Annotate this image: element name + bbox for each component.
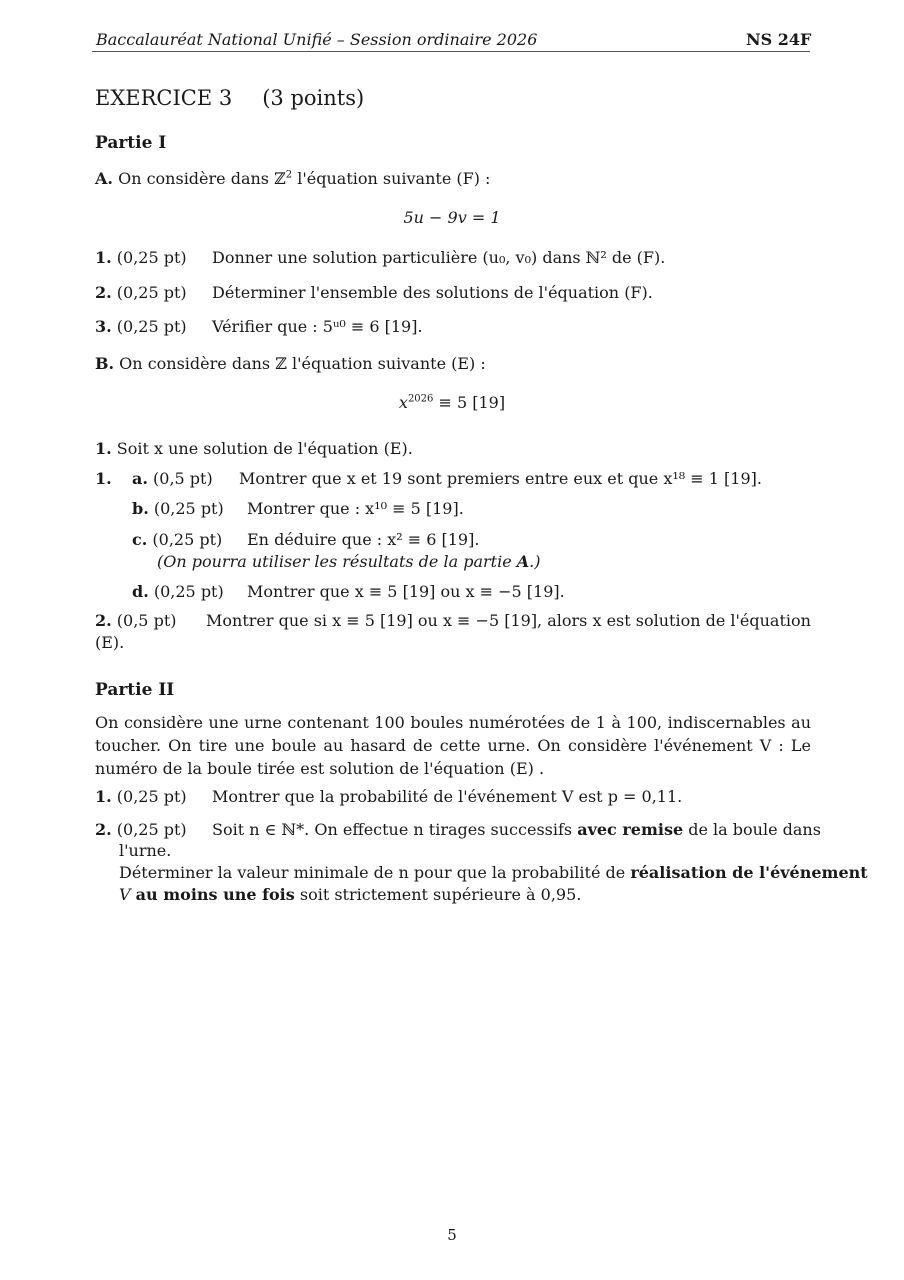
sub-pts: (0,25 pt) bbox=[152, 530, 223, 549]
q2-text-1: Soit n ∈ ℕ*. On effectue n tirages successifs bbox=[212, 820, 578, 839]
item-num: 2. bbox=[95, 283, 112, 302]
B-2-text-2: (E). bbox=[95, 633, 125, 652]
B-2-text-1: Montrer que si x ≡ 5 [19] ou x ≡ −5 [19], alors x est solution de l'équation bbox=[206, 611, 811, 630]
q2-line4-bold: au moins une fois bbox=[135, 885, 295, 904]
header-code: NS 24F bbox=[746, 30, 812, 49]
partie-2-title: Partie II bbox=[95, 680, 175, 700]
B-1-intro bbox=[95, 439, 413, 458]
B-2-num: 2. bbox=[95, 611, 112, 630]
sub-item-a-text: Montrer que x et 19 sont premiers entre eux et que x¹⁸ ≡ 1 [19]. bbox=[239, 469, 762, 488]
B-1-text: Soit x une solution de l'équation (E). bbox=[111, 439, 413, 458]
note-2: .) bbox=[529, 552, 541, 571]
sub-item-d-text: Montrer que x ≡ 5 [19] ou x ≡ −5 [19]. bbox=[247, 582, 565, 601]
exercise-label: EXERCICE 3 bbox=[95, 86, 233, 110]
q2-line4-var: V bbox=[119, 885, 136, 904]
B-2-pts: (0,5 pt) bbox=[116, 611, 177, 630]
sub-letter: a. bbox=[132, 469, 148, 488]
item-num: 1. bbox=[95, 248, 112, 267]
header-rule bbox=[92, 51, 810, 52]
partie-1-A-intro bbox=[95, 169, 490, 188]
sub-pts: (0,25 pt) bbox=[153, 499, 224, 518]
sub-item-c-text: En déduire que : x² ≡ 6 [19]. bbox=[247, 530, 480, 549]
q2-line-1 bbox=[212, 820, 821, 839]
note-bold: A bbox=[516, 552, 530, 571]
list-item-A3 bbox=[95, 317, 187, 336]
sub-letter: d. bbox=[132, 582, 149, 601]
sub-letter: c. bbox=[132, 530, 148, 549]
A-label: A. bbox=[95, 169, 113, 188]
item-text-A3: Vérifier que : 5ᵘ⁰ ≡ 6 [19]. bbox=[212, 317, 423, 336]
sub-item-b-text: Montrer que : x¹⁰ ≡ 5 [19]. bbox=[247, 499, 464, 518]
exercise-points: (3 points) bbox=[262, 86, 365, 110]
equation-E-exp: 2026 bbox=[407, 393, 434, 405]
B-2-item bbox=[95, 611, 176, 630]
q2-pts: (0,25 pt) bbox=[116, 820, 187, 839]
partie-1-B-intro bbox=[95, 354, 486, 373]
note-1: (On pourra utiliser les résultats de la partie bbox=[157, 552, 517, 571]
partie-2-intro: On considère une urne contenant 100 boules numérotées de 1 à 100, indiscernables au toucher. On tire une boule au hasard de cette urne. On considère l'événement V : Le numéro de la boule tirée est solution de l'équation (E) . bbox=[95, 713, 811, 778]
page-number: 5 bbox=[447, 1226, 457, 1244]
q2-line3-text: Déterminer la valeur minimale de n pour que la probabilité de bbox=[119, 863, 631, 882]
B-1b-num: 1. bbox=[95, 469, 112, 488]
exercise-title bbox=[95, 86, 364, 110]
item-num: 3. bbox=[95, 317, 112, 336]
sub-item-b bbox=[132, 499, 224, 518]
q2-text-2: de la boule dans bbox=[683, 820, 821, 839]
sub-pts: (0,5 pt) bbox=[153, 469, 213, 488]
sub-pts: (0,25 pt) bbox=[153, 582, 224, 601]
B-1-num: 1. bbox=[95, 439, 112, 458]
q1-num: 1. bbox=[95, 787, 112, 806]
q2-line3-bold: réalisation de l'événement bbox=[630, 863, 868, 882]
A-intro-exp: 2 bbox=[285, 169, 293, 181]
equation-E-base: x bbox=[398, 393, 408, 412]
item-text-A1: Donner une solution particulière (u₀, v₀) dans ℕ² de (F). bbox=[212, 248, 666, 267]
sub-item-a bbox=[132, 469, 213, 488]
item-text-A2: Déterminer l'ensemble des solutions de l'équation (F). bbox=[212, 283, 653, 302]
q2-line-4 bbox=[119, 885, 581, 904]
A-intro-1: On considère dans ℤ bbox=[112, 169, 286, 188]
q2-line-3 bbox=[119, 863, 868, 882]
list-item-A2 bbox=[95, 283, 187, 302]
header-title: Baccalauréat National Unifié – Session ordinaire 2026 bbox=[96, 30, 538, 49]
q2-line4-text: soit strictement supérieure à 0,95. bbox=[294, 885, 582, 904]
q2-bold-1: avec remise bbox=[577, 820, 684, 839]
partie-1-title: Partie I bbox=[95, 133, 167, 153]
sub-item-d bbox=[132, 582, 224, 601]
equation-E bbox=[0, 393, 904, 412]
list-item-A1 bbox=[95, 248, 187, 267]
item-pts: (0,25 pt) bbox=[116, 317, 187, 336]
q1-text: Montrer que la probabilité de l'événement V est p = 0,11. bbox=[212, 787, 683, 806]
equation-E-rest: ≡ 5 [19] bbox=[433, 393, 506, 412]
A-intro-2: l'équation suivante (F) : bbox=[292, 169, 491, 188]
q1-pts: (0,25 pt) bbox=[116, 787, 187, 806]
q2-line-2: l'urne. bbox=[119, 841, 172, 860]
sub-item-c-note bbox=[157, 552, 541, 571]
q2-num: 2. bbox=[95, 820, 112, 839]
sub-item-c bbox=[132, 530, 222, 549]
B-label: B. bbox=[95, 354, 115, 373]
equation-F: 5u − 9v = 1 bbox=[403, 208, 501, 227]
sub-letter: b. bbox=[132, 499, 149, 518]
B-intro: On considère dans ℤ l'équation suivante (E) : bbox=[114, 354, 486, 373]
item-pts: (0,25 pt) bbox=[116, 283, 187, 302]
partie-2-q2 bbox=[95, 820, 187, 839]
item-pts: (0,25 pt) bbox=[116, 248, 187, 267]
partie-2-q1 bbox=[95, 787, 187, 806]
